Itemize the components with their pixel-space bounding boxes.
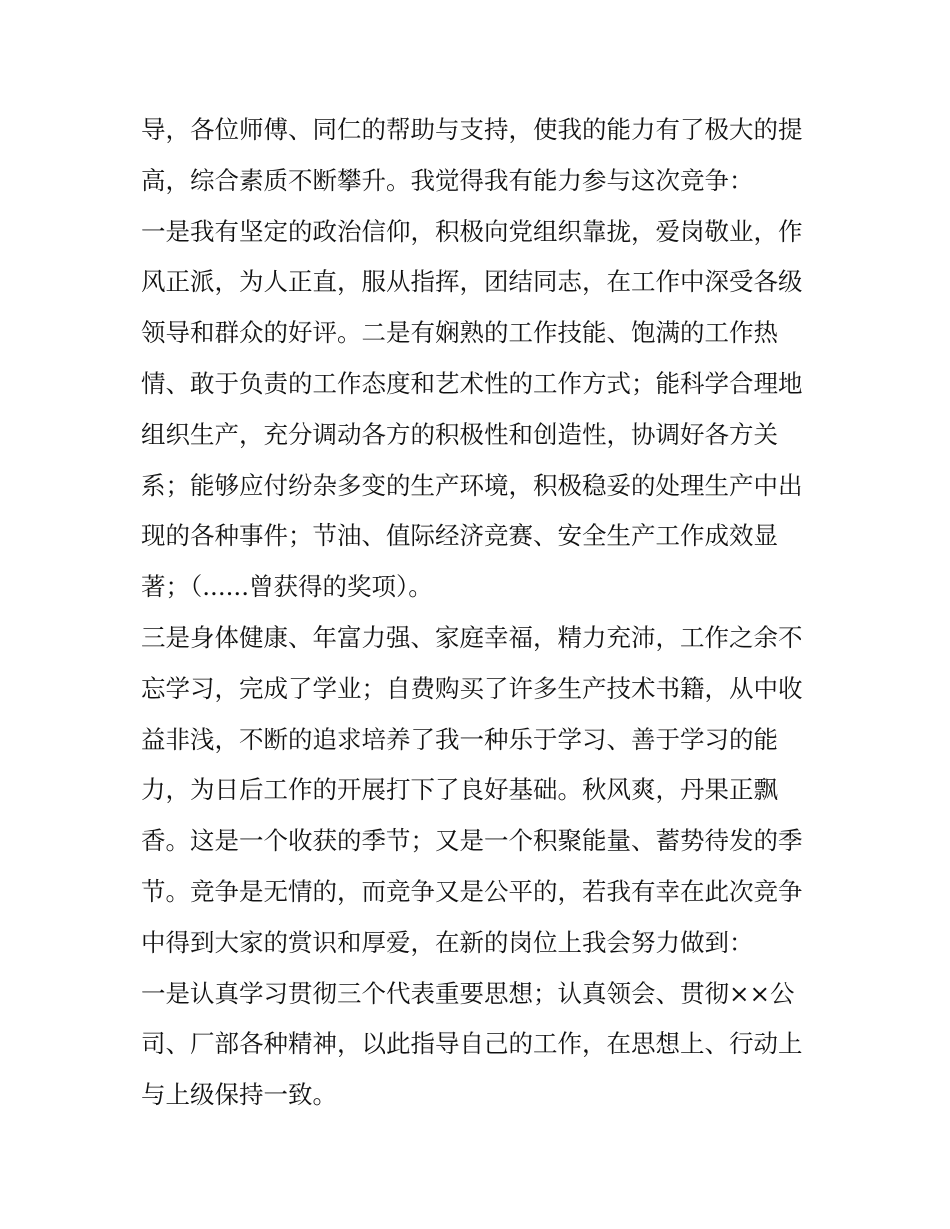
text-line: 著；（......曾获得的奖项）。 bbox=[141, 572, 433, 602]
text-line: 一是认真学习贯彻三个代表重要思想；认真领会、贯彻××公 bbox=[141, 978, 795, 1008]
text-line: 导，各位师傅、同仁的帮助与支持，使我的能力有了极大的提 bbox=[141, 115, 803, 144]
text-line: 与上级保持一致。 bbox=[141, 1080, 337, 1110]
text-line: 力，为日后工作的开展打下了良好基础。秋风爽，丹果正飘 bbox=[141, 775, 778, 805]
document-body bbox=[141, 105, 813, 1121]
text-line: 忘学习，完成了学业；自费购买了许多生产技术书籍，从中收 bbox=[141, 673, 803, 703]
text-line: 情、敢于负责的工作态度和艺术性的工作方式；能科学合理地 bbox=[141, 368, 803, 398]
text-line: 一是我有坚定的政治信仰，积极向党组织靠拢，爱岗敬业，作 bbox=[141, 216, 803, 246]
text-line: 益非浅，不断的追求培养了我一种乐于学习、善于学习的能 bbox=[141, 724, 778, 754]
text-line: 现的各种事件；节油、值际经济竞赛、安全生产工作成效显 bbox=[141, 521, 778, 551]
text-line: 系；能够应付纷杂多变的生产环境，积极稳妥的处理生产中出 bbox=[141, 470, 803, 500]
text-line: 司、厂部各种精神，以此指导自己的工作，在思想上、行动上 bbox=[141, 1029, 803, 1059]
text-line: 中得到大家的赏识和厚爱，在新的岗位上我会努力做到： bbox=[141, 927, 754, 957]
text-line: 风正派，为人正直，服从指挥，团结同志，在工作中深受各级 bbox=[141, 267, 803, 297]
text-line: 节。竞争是无情的，而竞争又是公平的，若我有幸在此次竞争 bbox=[141, 876, 803, 906]
text-line: 高，综合素质不断攀升。我觉得我有能力参与这次竞争： bbox=[141, 165, 754, 195]
text-line: 组织生产，充分调动各方的积极性和创造性，协调好各方关 bbox=[141, 419, 778, 449]
text-line: 香。这是一个收获的季节；又是一个积聚能量、蓄势待发的季 bbox=[141, 826, 803, 856]
text-line: 领导和群众的好评。二是有娴熟的工作技能、饱满的工作热 bbox=[141, 318, 778, 348]
text-line: 三是身体健康、年富力强、家庭幸福，精力充沛，工作之余不 bbox=[141, 622, 803, 652]
